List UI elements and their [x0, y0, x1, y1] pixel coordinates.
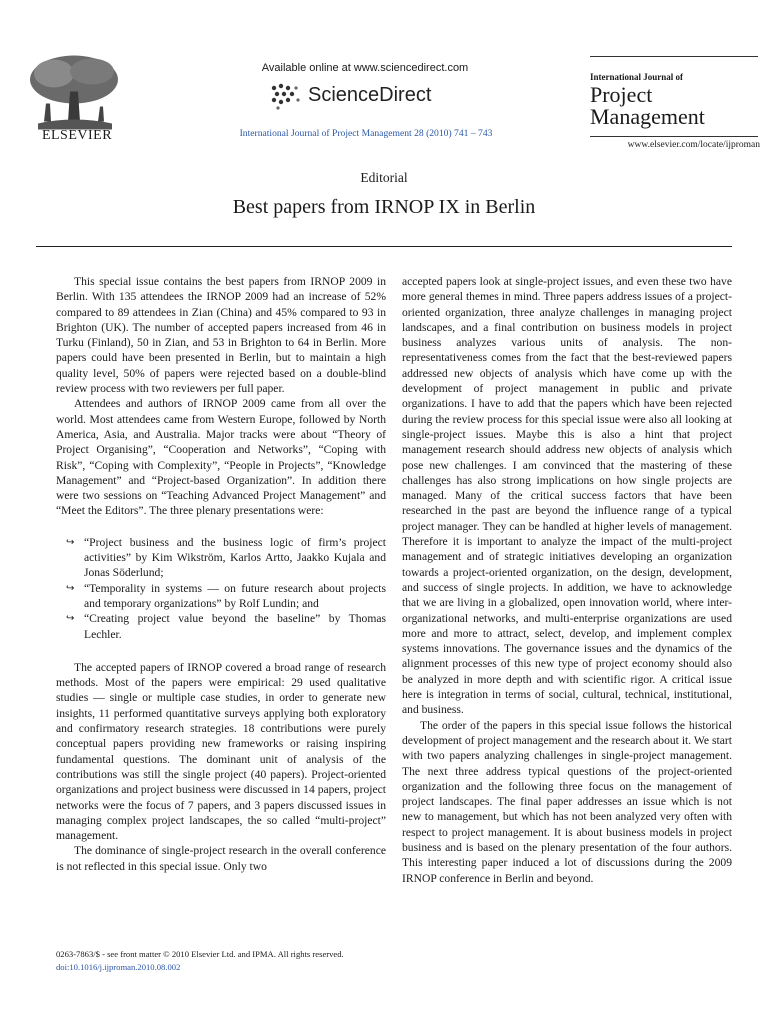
list-item-text: “Creating project value beyond the baseline” by Thomas Lechler.	[84, 612, 386, 641]
paragraph: The order of the papers in this special issue follows the historical development of project management and the research about it. We start with two papers analyzing challenges in single-project management. The next three address typical questions of the project-oriented organization and the following three focus on the management of project landscapes. The final paper addresses an issue which is not new to management, but which has not been analyzed very often with respect to project management. It is about business models in project business and is based on the plenary presentation of the four authors. This interesting paper induced a lot of discussions during the 2009 IRNOP conference in Berlin and beyond.	[402, 718, 732, 885]
title-divider	[36, 246, 732, 247]
journal-title-line1: Project	[590, 82, 653, 107]
sciencedirect-logo[interactable]	[268, 80, 468, 112]
journal-title	[590, 84, 705, 128]
paragraph: Attendees and authors of IRNOP 2009 came from all over the world. Most attendees came from Western Europe, followed by North America, Asia, and Australia. Major tracks were about “Theory of Project Organising”, “Cooperation and Networks”, “Coping with Risk”, “Coping with Complexity”, “People in Projects”, “Knowledge Management” and “Project-based Organization”. In addition there were two sessions on “Teaching Advanced Project Management” and “Meet the Editors”. The three plenary presentations were:	[56, 397, 386, 518]
list-item-text: “Project business and the business logic of firm’s project activities” by Kim Wikström, Karlos Artto, Jaakko Kujala and Jonas Söderlund;	[84, 535, 386, 580]
paragraph: This special issue contains the best papers from IRNOP 2009 in Berlin. With 135 attendees the IRNOP 2009 had an increase of 52% compared to 89 attendees in Zian (China) and 45% compared to 93 in Brighton (UK). The number of accepted papers increased from 46 in Turku (Finland), 50 in Zian, and 53 in Brighton to 64 in Berlin. More papers could have been presented in Berlin, but to maintain a high quality level, 50% of papers were rejected based on a double-blind review process with two reviewers per full paper.	[56, 275, 386, 396]
sciencedirect-wordmark: ScienceDirect	[308, 84, 432, 106]
list-item	[56, 581, 386, 612]
right-column	[402, 274, 732, 886]
hook-arrow-icon: ↪	[66, 582, 75, 594]
available-online-text[interactable]: Available online at www.sciencedirect.com	[261, 62, 469, 74]
journal-title-line2: Management	[590, 104, 705, 129]
hook-arrow-icon: ↪	[66, 536, 75, 548]
left-column	[56, 274, 386, 874]
plenary-list	[56, 535, 386, 642]
paragraph: The accepted papers of IRNOP covered a broad range of research methods. Most of the papers were empirical: 29 used qualitative studies — single or multiple case studies, in order to generate new insights, 11 performed quantitative surveys applying both exploratory and confirmatory research strategies. 18 contributions were purely conceptual papers providing new frameworks or raising inspiring fundamental questions. The dominant unit of analysis of the contributions was still the single project (40 papers). Project-oriented organizations and project business were discussed in 14 papers, project networks were the focus of 7 papers, and 3 papers discussed issues in managing complex project landscapes, the so called “multi-project” management.	[56, 660, 386, 843]
journal-citation[interactable]: International Journal of Project Management 28 (2010) 741 – 743	[239, 128, 493, 139]
journal-prefix: International Journal of	[590, 72, 684, 82]
journal-brand-rule-bottom	[590, 136, 758, 137]
article-title: Best papers from IRNOP IX in Berlin	[232, 196, 536, 218]
section-label: Editorial	[360, 170, 408, 185]
paragraph: accepted papers look at single-project issues, and even these two have more general themes in mind. Three papers address issues of a project-oriented organization, three analyze challenges in managing project landscapes, and a final contribution on business models in project business analyzes various units of analysis. The non-representativeness comes from the fact that the best-reviewed papers addressed new objects of analysis which have come up with the development of project management in public and private organizations. I have to add that the papers which have been rejected during the review process for this special issue were also all looking at single-project issues. Maybe this is also a hint that project management research should address new objects of analysis which pose new challenges. I am convinced that the mastering of these challenges has also strong implications on how single projects are managed. Many of the critical success factors that have been researched in the past are beyond the influence range of a typical project manager. They can be handled at higher levels of management. Therefore it is important to analyze the impact of the multi-project management and of strategic initiatives developing an organization towards a project-oriented organization, on the design, development, and success of single projects. In addition, we have to acknowledge that we are living in a globalized, open innovation world, where inter-organizational networks, and multi-enterprise organizations are used more and more to attract, select, develop, and implement complex systems innovations. The governance issues and the dynamics of the alignment processes of this new type of project economy should also be analyzed in more depth and with scientific rigor. A critical issue here is integration in terms of social, cultural, technical, institutional, and business.	[402, 275, 732, 717]
hook-arrow-icon: ↪	[66, 613, 75, 625]
copyright-line: 0263-7863/$ - see front matter © 2010 Elsevier Ltd. and IPMA. All rights reserved.	[56, 949, 344, 959]
publisher-name: ELSEVIER	[41, 128, 113, 143]
list-item	[56, 535, 386, 581]
list-item	[56, 611, 386, 642]
journal-url[interactable]: www.elsevier.com/locate/ijproman	[627, 140, 760, 150]
list-item-text: “Temporality in systems — on future research about projects and temporary organizations” by Rolf Lundin; and	[84, 581, 386, 610]
paragraph: The dominance of single-project research in the overall conference is not reflected in this special issue. Only two	[56, 844, 386, 873]
sciencedirect-dots-icon	[268, 82, 304, 112]
journal-brand-rule-top	[590, 56, 758, 57]
doi-link[interactable]: doi:10.1016/j.ijproman.2010.08.002	[56, 962, 181, 972]
